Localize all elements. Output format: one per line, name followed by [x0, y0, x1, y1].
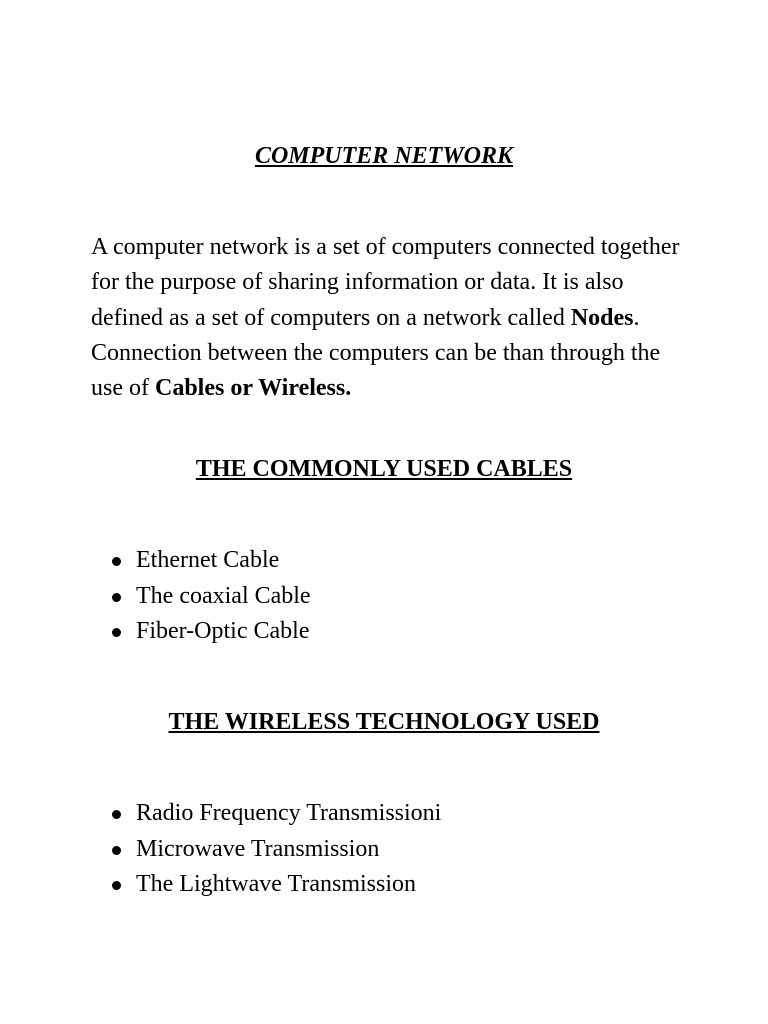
intro-text-part1: A computer network is a set of computers connected together for the purpose of sharing information or data. It is also defined as a set of computers on a network called [91, 234, 680, 331]
list-item [108, 796, 441, 832]
intro-paragraph [91, 230, 691, 406]
bullet-icon [112, 557, 121, 566]
wireless-list [108, 796, 441, 903]
list-item [108, 867, 441, 903]
wireless-heading: THE WIRELESS TECHNOLOGY USED [168, 709, 600, 735]
list-item [108, 543, 311, 579]
intro-bold-cables-wireless: Cables or Wireless. [154, 375, 352, 402]
list-item-text: Radio Frequency Transmissioni [136, 800, 442, 826]
list-item [108, 614, 311, 650]
intro-text-part2: . Connection between the computers can be than through the use of [91, 304, 661, 402]
bullet-icon [112, 810, 121, 819]
cables-heading: THE COMMONLY USED CABLES [195, 456, 573, 482]
list-item [108, 579, 311, 615]
bullet-icon [112, 846, 121, 855]
list-item [108, 832, 441, 868]
bullet-icon [112, 628, 121, 637]
list-item-text: Fiber-Optic Cable [136, 618, 310, 644]
list-item-text: Ethernet Cable [136, 547, 280, 573]
document-title: COMPUTER NETWORK [254, 143, 514, 169]
list-item-text: The coaxial Cable [136, 582, 311, 609]
list-item-text: The Lightwave Transmission [136, 871, 416, 897]
intro-bold-nodes: Nodes [570, 304, 634, 331]
bullet-icon [112, 593, 121, 602]
list-item-text: Microwave Transmission [136, 835, 380, 862]
bullet-icon [112, 881, 121, 890]
cables-list [108, 543, 311, 650]
